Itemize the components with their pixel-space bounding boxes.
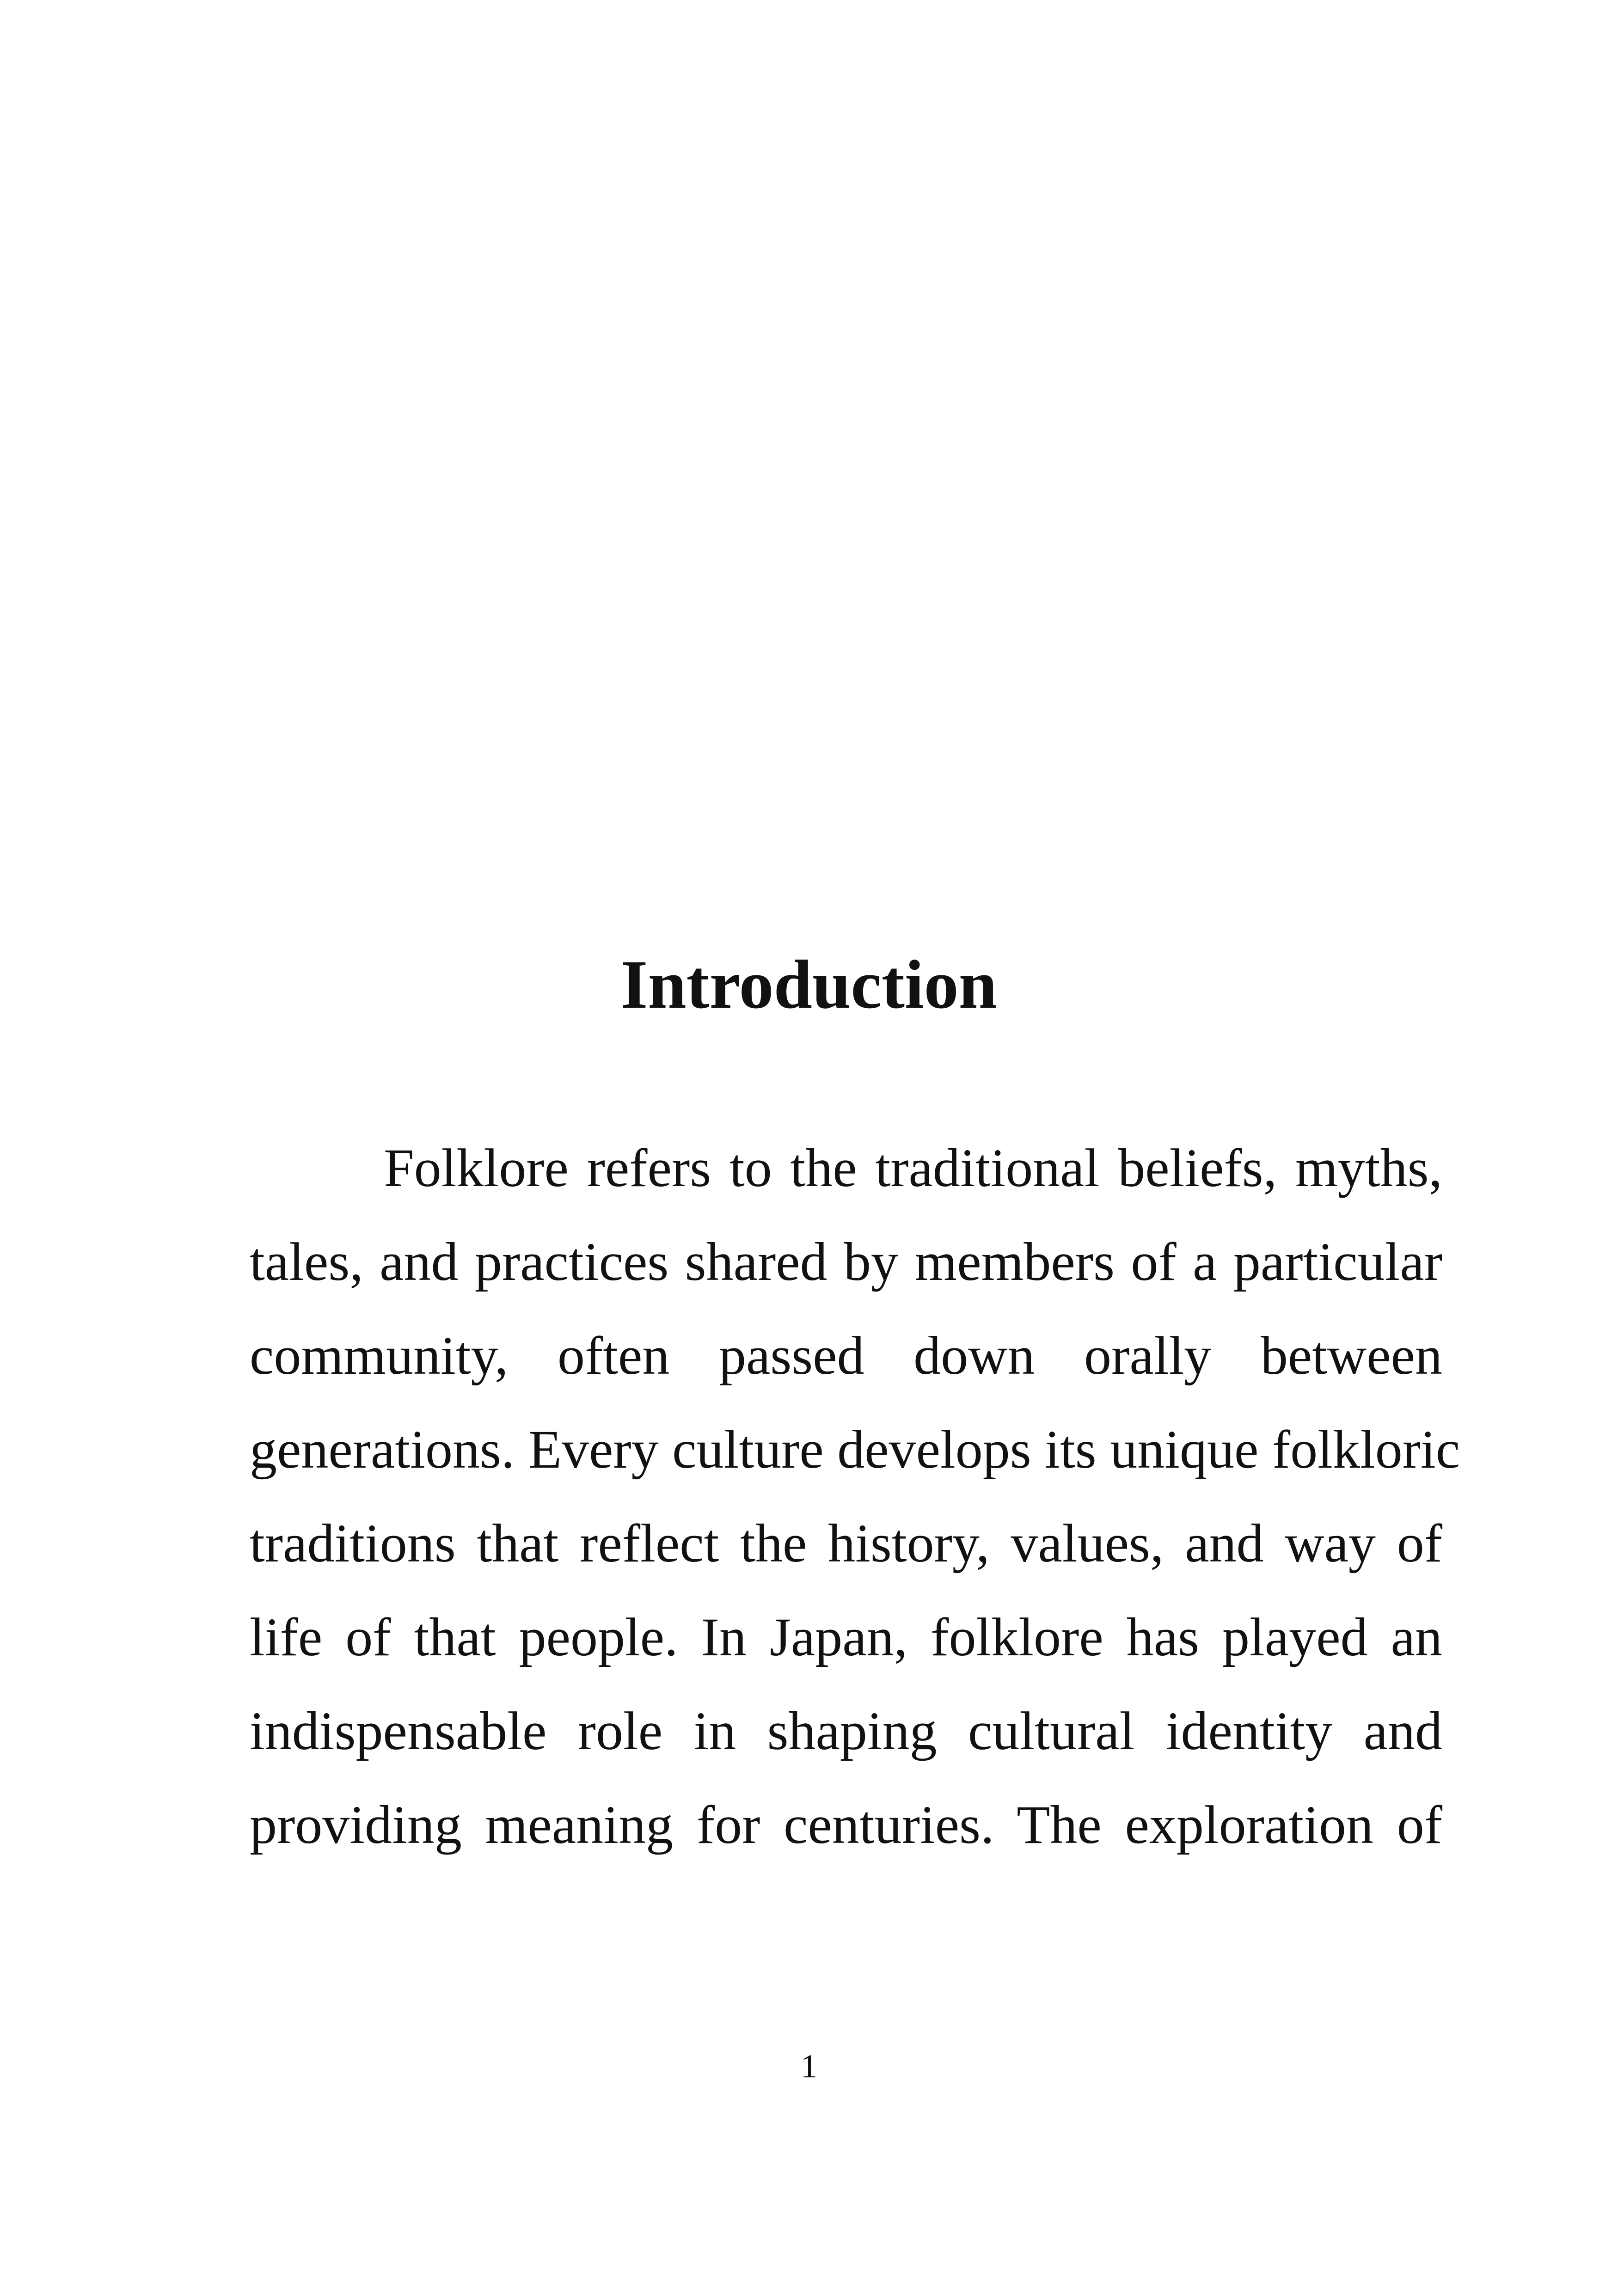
paragraph-line: providing meaning for centuries. The exploration of [250,1794,1442,1855]
paragraph-line: traditions that reflect the history, values, and way of [250,1513,1442,1574]
paragraph-line: indispensable role in shaping cultural identity and [250,1701,1442,1761]
page-number: 1 [801,2048,817,2085]
page-title: Introduction [620,946,998,1023]
paragraph-line: tales, and practices shared by members of a particular [250,1231,1442,1292]
paragraph-line: Folklore refers to the traditional beliefs, myths, [384,1138,1442,1198]
paragraph-line: life of that people. In Japan, folklore has played an [250,1607,1442,1667]
body-paragraph [250,1121,1460,1872]
paragraph-line: generations. Every culture develops its unique folkloric [250,1419,1460,1480]
paragraph-line: community, often passed down orally between [250,1325,1442,1386]
